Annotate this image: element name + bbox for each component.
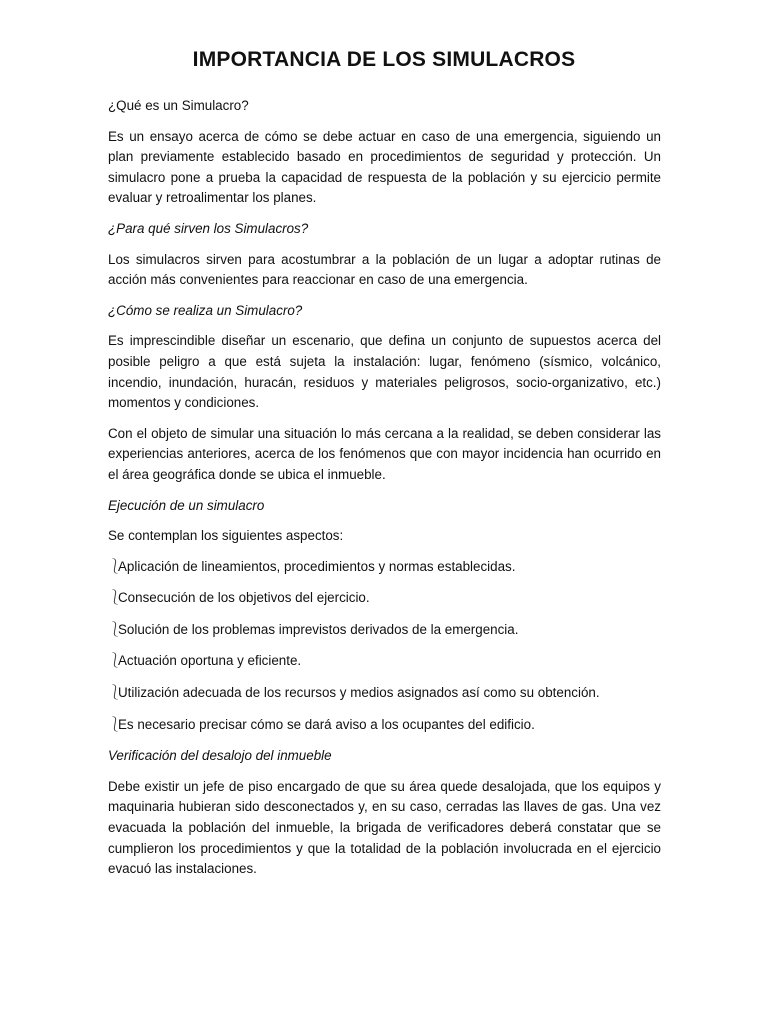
verification-heading: Verificación del desalojo del inmueble — [108, 748, 332, 764]
question-heading: ¿Qué es un Simulacro? — [108, 98, 249, 113]
bracket-bullet-icon: ⎱ — [108, 590, 122, 607]
list-item — [108, 683, 661, 704]
list-item-text: Es necesario precisar cómo se dará aviso a los ocupantes del edificio. — [118, 716, 535, 732]
verification-paragraph: Debe existir un jefe de piso encargado de que su área quede desalojada, que los equipos y maquinaria hubieran sido desconectados y, en su caso, cerradas las llaves de gas. Una vez evacuada la población del inmueble, la brigada de verificadores deberá constatar que se cumplieron los procedimientos y que la totalidad de la población involucrada en el ejercicio evacuó las instalaciones. — [108, 778, 661, 877]
bracket-bullet-icon: ⎱ — [108, 685, 122, 702]
execution-aspects-list — [108, 557, 661, 736]
intro-paragraph: Es un ensayo acerca de cómo se debe actuar en caso de una emergencia, siguiendo un plan previamente establecido basado en procedimientos de seguridad y protección. Un simulacro pone a prueba la capacidad de respuesta de la población y su ejercicio permite evaluar y retroalimentar los planes. — [108, 128, 661, 206]
list-item-text: Aplicación de lineamientos, procedimientos y normas establecidas. — [118, 558, 516, 574]
list-item — [108, 715, 661, 736]
list-item-text: Consecución de los objetivos del ejercicio. — [118, 590, 370, 606]
document-title: IMPORTANCIA DE LOS SIMULACROS — [192, 48, 576, 71]
document-body — [108, 96, 661, 890]
list-item-text: Utilización adecuada de los recursos y medios asignados así como su obtención. — [118, 685, 600, 701]
list-item — [108, 557, 661, 578]
how-heading: ¿Cómo se realiza un Simulacro? — [108, 302, 303, 318]
how-paragraph-1: Es imprescindible diseñar un escenario, que defina un conjunto de supuestos acerca del posible peligro a que está sujeta la instalación: lugar, fenómeno (sísmico, volcánico, incendio, inundación, huracán, residuos y materiales peligrosos, socio-organizativo, etc.) momentos y condiciones. — [108, 333, 661, 411]
list-item — [108, 651, 661, 672]
list-item — [108, 588, 661, 609]
bracket-bullet-icon: ⎱ — [108, 716, 122, 733]
how-paragraph-2: Con el objeto de simular una situación lo más cercana a la realidad, se deben considerar las experiencias anteriores, acerca de los fenómenos que con mayor incidencia han ocurrido en el área geográfica donde se ubica el inmueble. — [108, 425, 661, 482]
bracket-bullet-icon: ⎱ — [108, 558, 122, 575]
execution-intro: Se contemplan los siguientes aspectos: — [108, 528, 344, 544]
execution-heading: Ejecución de un simulacro — [108, 497, 265, 513]
bracket-bullet-icon: ⎱ — [108, 653, 122, 670]
purpose-paragraph: Los simulacros sirven para acostumbrar a la población de un lugar a adoptar rutinas de acción más convenientes para reaccionar en caso de una emergencia. — [108, 251, 661, 288]
list-item — [108, 620, 661, 641]
list-item-text: Actuación oportuna y eficiente. — [118, 653, 302, 669]
bracket-bullet-icon: ⎱ — [108, 621, 122, 638]
purpose-heading: ¿Para qué sirven los Simulacros? — [108, 220, 309, 236]
list-item-text: Solución de los problemas imprevistos derivados de la emergencia. — [118, 621, 519, 637]
